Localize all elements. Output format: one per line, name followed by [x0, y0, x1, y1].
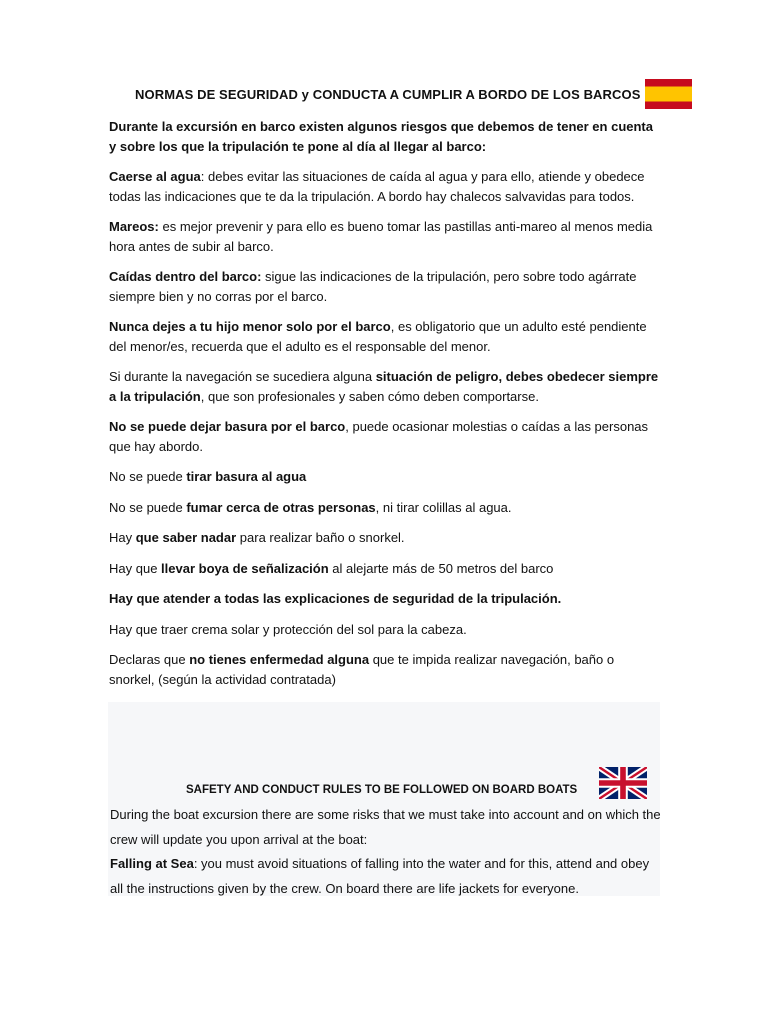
- rule-nadar-heading: que saber nadar: [135, 530, 237, 545]
- spain-flag-icon: [645, 79, 692, 109]
- rule-enfermedad: [109, 650, 661, 689]
- rule-peligro-text-2: , que son profesionales y saben cómo deben comportarse.: [200, 388, 539, 404]
- spanish-rules-section: [109, 117, 661, 700]
- rule-mareos: [109, 217, 661, 256]
- rule-enfermedad-heading: no tienes enfermedad alguna: [189, 652, 370, 667]
- rule-nadar: [109, 528, 661, 548]
- rule-enfermedad-text-1: Declaras que: [109, 652, 190, 667]
- rule-basura-text: , puede ocasionar molestias o caídas a las personas que hay abordo.: [109, 419, 649, 454]
- rule-atender-heading: Hay que atender a todas las explicaciones de seguridad de la tripulación.: [109, 591, 562, 606]
- rule-tirar-heading: tirar basura al agua: [186, 469, 307, 484]
- rule-boya-text-2: al alejarte más de 50 metros del barco: [328, 560, 554, 576]
- rule-atender: [109, 589, 661, 609]
- rule-falling-heading: Falling at Sea: [110, 856, 194, 871]
- rule-fumar-heading: fumar cerca de otras personas: [186, 499, 376, 515]
- page-title: NORMAS DE SEGURIDAD y CONDUCTA A CUMPLIR A BORDO DE LOS BARCOS: [135, 87, 641, 102]
- rule-nadar-text-2: para realizar baño o snorkel.: [236, 530, 405, 545]
- rule-caidas-text: sigue las indicaciones de la tripulación, pero sobre todo agárrate siempre bien y no corras por el barco.: [109, 269, 637, 304]
- rule-caerse: [109, 167, 661, 206]
- rule-peligro-heading: situación de peligro, debes obedecer siempre a la tripulación: [109, 369, 659, 404]
- rule-nunca-text: , es obligatorio que un adulto esté pendiente del menor/es, recuerda que el adulto es el responsable del menor.: [109, 319, 647, 354]
- rule-fumar-text-1: No se puede: [109, 499, 187, 515]
- rule-caerse-heading: Caerse al agua: [109, 169, 201, 184]
- rule-tirar-text: No se puede: [109, 469, 187, 484]
- rule-fumar-text-2: , ni tirar colillas al agua.: [375, 499, 512, 515]
- intro-paragraph: [109, 117, 661, 156]
- rule-peligro: [109, 367, 661, 406]
- rule-boya: [109, 559, 661, 579]
- rule-mareos-heading: Mareos:: [109, 219, 159, 234]
- rule-boya-text-1: Hay que: [109, 560, 162, 576]
- uk-flag-icon: [599, 767, 647, 799]
- rule-enfermedad-text-2: que te impida realizar navegación, baño o snorkel, (según la actividad contratada): [109, 652, 615, 687]
- rule-fumar: [109, 498, 661, 518]
- rule-nunca-heading: Nunca dejes a tu hijo menor solo por el barco: [109, 319, 391, 334]
- rule-mareos-text: es mejor prevenir y para ello es bueno tomar las pastillas anti-mareo al menos media hora antes de subir al barco.: [109, 219, 653, 254]
- rule-basura-heading: No se puede dejar basura por el barco: [109, 419, 346, 434]
- rule-nadar-text-1: Hay: [109, 530, 136, 545]
- intro-text: Durante la excursión en barco existen algunos riesgos que debemos de tener en cuenta y sobre los que la tripulación te pone al día al llegar al barco:: [109, 119, 653, 154]
- rule-basura: [109, 417, 661, 456]
- rule-peligro-text-1: Si durante la navegación se sucediera alguna: [109, 369, 376, 384]
- english-title: SAFETY AND CONDUCT RULES TO BE FOLLOWED ON BOARD BOATS: [186, 784, 578, 796]
- rule-falling: [110, 852, 662, 901]
- rule-crema: [109, 620, 661, 640]
- rule-tirar: [109, 467, 661, 487]
- rule-boya-heading: llevar boya de señalización: [161, 560, 329, 576]
- rule-caidas-heading: Caídas dentro del barco:: [109, 269, 262, 284]
- rule-falling-text: : you must avoid situations of falling into the water and for this, attend and obey all the instructions given by the crew. On board there are life jackets for everyone.: [110, 856, 650, 896]
- rule-caidas: [109, 267, 661, 306]
- rule-crema-text: Hay que traer crema solar y protección del sol para la cabeza.: [109, 621, 467, 637]
- english-intro: During the boat excursion there are some risks that we must take into account and on which the crew will update you upon arrival at the boat:: [110, 807, 661, 847]
- rule-caerse-text: : debes evitar las situaciones de caída al agua y para ello, atiende y obedece todas las indicaciones que te da la tripulación. A bordo hay chalecos salvavidas para todos.: [109, 169, 645, 204]
- rule-nunca: [109, 317, 661, 356]
- english-rules-section: [110, 803, 662, 901]
